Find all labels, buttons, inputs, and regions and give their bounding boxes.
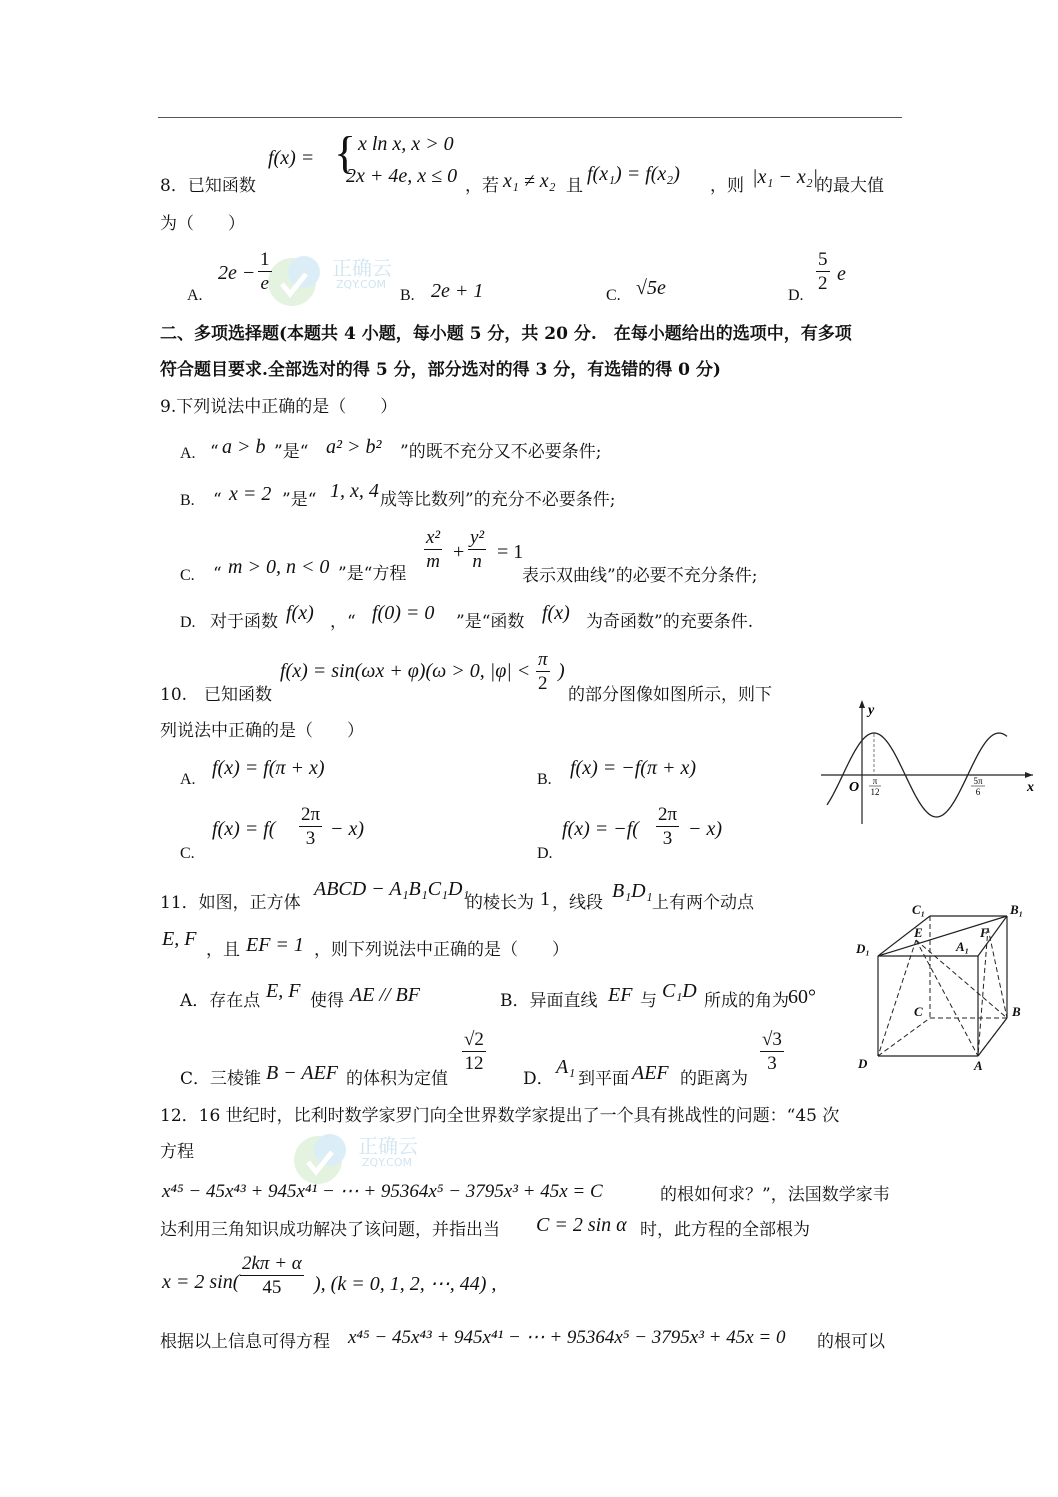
q8-option-a-lead: 2e −	[218, 262, 256, 284]
q11-d-t1: 到平面	[578, 1069, 629, 1089]
q9-option-b-label: B.	[180, 492, 195, 509]
q11-b-m3: 60°	[788, 986, 816, 1008]
q8-option-a-den: e	[260, 273, 269, 294]
cube-label-f: F	[980, 925, 989, 940]
q11-d-num: √3	[762, 1029, 782, 1050]
cube-label-e: E	[914, 925, 923, 940]
q12-root-num: 2kπ + α	[242, 1253, 302, 1274]
q10-option-c-den: 3	[305, 828, 316, 849]
q11-c-den: 12	[464, 1053, 484, 1074]
q11-t4: 上有两个动点	[652, 893, 754, 913]
q9-a-m2: a² > b²	[326, 436, 382, 458]
q10-option-d-frac	[656, 805, 679, 848]
watermark-text: 正确云	[358, 1134, 418, 1158]
q10-option-c-label: C.	[180, 845, 195, 862]
q10-option-d-tail: − x)	[688, 818, 723, 840]
q11-t6: ，则下列说法中正确的是（ ）	[314, 940, 569, 960]
q9-c-m1: m > 0, n < 0	[228, 556, 330, 578]
q11-cube-figure	[850, 896, 1040, 1076]
q8-func-lhs: f(x) =	[268, 147, 315, 169]
q9-c-frac1	[424, 528, 442, 571]
q11-c-m1: B − AEF	[266, 1062, 339, 1084]
q9-c-plus: +	[453, 541, 465, 563]
q8-option-d-den: 2	[818, 273, 828, 294]
q12-root-den: 45	[262, 1277, 282, 1298]
cube-label-c: C	[914, 1004, 923, 1019]
q8-option-a-frac	[258, 250, 272, 293]
q8-brace: {	[334, 127, 357, 178]
q10-func: f(x) = sin(ωx + φ)(ω > 0, |φ| <	[280, 660, 531, 682]
cube-hidden-edge	[878, 1018, 930, 1056]
graph-y-label: y	[868, 703, 875, 718]
cube-segment-af	[978, 928, 988, 1056]
q9-option-c-label: C.	[180, 567, 195, 584]
q9-c-frac2	[468, 528, 486, 571]
q11-t2: 的棱长为	[466, 893, 534, 913]
q10-option-d-label: D.	[537, 845, 553, 862]
q10-func-close: )	[558, 660, 565, 682]
q8-line2: 为（ ）	[160, 214, 245, 234]
q11-c-num: √2	[464, 1029, 484, 1050]
q9-d-t3: ”是“函数	[456, 612, 525, 632]
q10-sine-graph	[815, 696, 1040, 826]
q11-b-t2: 所成的角为	[704, 991, 789, 1011]
q10-pi-frac	[536, 650, 550, 693]
section-2-heading-line1: 二、多项选择题(本题共 4 小题，每小题 5 分，共 20 分. 在每小题给出的选项中，有多项	[160, 324, 852, 344]
q11-m5: EF = 1	[246, 934, 304, 956]
q10-pi-den: 2	[538, 673, 548, 694]
q8-option-d-tail: e	[837, 263, 846, 285]
q12-equation-tail: 的根如何求？”，法国数学家韦	[660, 1185, 890, 1205]
q12-line6-math: x⁴⁵ − 45x⁴³ + 945x⁴¹ − ⋯ + 95364x⁵ − 3795x³ + 45x = 0	[348, 1327, 786, 1348]
q9-c-num2: y²	[470, 527, 485, 548]
q11-option-b-label: B．异面直线	[500, 991, 598, 1011]
q9-c-num1: x²	[426, 527, 441, 548]
q9-a-q2: ”是“	[274, 442, 309, 462]
q12-line4-math: C = 2 sin α	[536, 1214, 627, 1236]
q9-b-tail: 成等比数列”的充分不必要条件;	[380, 490, 616, 510]
q11-d-m1: A₁	[556, 1056, 576, 1078]
q11-option-c-label: C．三棱锥	[180, 1069, 262, 1089]
cube-segment-ae	[916, 940, 978, 1056]
q11-b-m2: C₁D	[662, 980, 697, 1002]
q9-option-d-label: D.	[180, 614, 196, 631]
q11-m4: E, F	[162, 928, 197, 950]
q12-line4-a: 达利用三角知识成功解决了该问题，并指出当	[160, 1220, 500, 1240]
q8-mid2: 且	[566, 176, 583, 196]
graph-x-label: x	[1027, 780, 1034, 795]
q9-c-eq: = 1	[497, 541, 524, 563]
watermark-text: 正确云	[332, 256, 392, 280]
q11-option-d-label: D．	[523, 1069, 554, 1089]
q8-cond3: |x₁ − x₂|	[752, 166, 819, 188]
watermark-sub: ZQY.COM	[336, 278, 387, 291]
q9-a-q1: “	[210, 442, 219, 462]
q11-d-frac	[760, 1030, 784, 1073]
q11-d-m2: AEF	[632, 1062, 669, 1084]
q9-c-q2: ”是“方程	[338, 564, 407, 584]
q8-option-a-label: A.	[187, 287, 203, 304]
q10-option-b-value: f(x) = −f(π + x)	[570, 757, 697, 779]
cube-label-b1: B₁	[1010, 902, 1024, 917]
q11-a-m2: AE // BF	[350, 984, 420, 1006]
q10-option-c-tail: − x)	[330, 818, 365, 840]
q9-d-tail: 为奇函数”的充要条件.	[586, 612, 754, 632]
q10-option-c-num: 2π	[301, 804, 321, 825]
q8-option-d-frac	[816, 250, 830, 293]
q9-d-t1: 对于函数	[210, 612, 278, 632]
q11-c-t: 的体积为定值	[346, 1069, 448, 1089]
q8-option-c-label: C.	[606, 287, 621, 304]
q12-root-frac	[240, 1254, 304, 1297]
graph-tick2-num: 5π	[973, 776, 983, 786]
q9-d-m3: f(x)	[542, 602, 570, 624]
q9-d-m1: f(x)	[286, 602, 314, 624]
q8-case1: x ln x, x > 0	[358, 133, 454, 155]
q9-d-t2: ，“	[330, 612, 356, 632]
q11-d-den: 3	[767, 1053, 777, 1074]
q10-option-d-lead: f(x) = −f(	[562, 818, 639, 840]
graph-tick1-den: 12	[870, 787, 880, 797]
q11-c-frac	[462, 1030, 486, 1073]
q12-equation: x⁴⁵ − 45x⁴³ + 945x⁴¹ − ⋯ + 95364x⁵ − 3795x³ + 45x = C	[162, 1181, 603, 1202]
q11-a-t: 使得	[310, 991, 344, 1011]
q8-mid1: ，若	[465, 176, 499, 196]
graph-y-arrow-icon	[859, 700, 865, 708]
section-2-heading-line2: 符合题目要求.全部选对的得 5 分，部分选对的得 3 分，有选错的得 0 分)	[160, 360, 721, 380]
q11-b-m1: EF	[608, 984, 633, 1006]
graph-tick2-den: 6	[975, 787, 981, 797]
q8-prefix: 8．已知函数	[160, 176, 256, 196]
graph-origin-label: O	[849, 780, 860, 795]
q8-suffix: 的最大值	[816, 176, 884, 196]
q9-c-tail: 表示双曲线”的必要不充分条件;	[522, 566, 758, 586]
q8-mid3: ，则	[710, 176, 744, 196]
cube-label-d1: D₁	[856, 941, 870, 956]
q10-suffix: 的部分图像如图所示，则下	[568, 685, 772, 705]
q12-line2: 方程	[160, 1142, 194, 1162]
q9-a-tail: ”的既不充分又不必要条件;	[400, 442, 602, 462]
q10-option-a-label: A.	[180, 771, 196, 788]
graph-tick1-num: π	[872, 776, 878, 786]
q8-option-d-num: 5	[818, 249, 828, 270]
q9-c-q1: “	[213, 564, 222, 584]
cube-label-a1: A₁	[956, 939, 970, 954]
graph-x-arrow-icon	[1025, 772, 1033, 778]
q10-option-d-den: 3	[662, 828, 673, 849]
q11-option-a-label: A．存在点	[180, 991, 261, 1011]
q10-option-a-value: f(x) = f(π + x)	[212, 757, 325, 779]
q8-option-a-num: 1	[260, 249, 270, 270]
top-rule	[158, 117, 902, 118]
q10-option-c-lead: f(x) = f(	[212, 818, 276, 840]
q11-m1: ABCD − A₁B₁C₁D₁	[314, 878, 470, 900]
watermark-sub: ZQY.COM	[362, 1156, 413, 1169]
q10-option-b-label: B.	[537, 771, 552, 788]
q8-option-b-value: 2e + 1	[431, 280, 484, 302]
q10-prefix: 10. 已知函数	[160, 685, 273, 705]
q9-b-q1: “	[213, 490, 222, 510]
q8-option-c-value: √5e	[636, 277, 666, 299]
q12-line4-b: 时，此方程的全部根为	[640, 1220, 810, 1240]
q9-b-m2: 1, x, 4	[330, 480, 379, 502]
q11-t3: ，线段	[552, 893, 603, 913]
cube-label-d: D	[858, 1056, 868, 1071]
q11-m3: B₁D₁	[612, 880, 653, 902]
q11-t1: 11．如图，正方体	[160, 893, 301, 913]
q11-m2: 1	[540, 888, 550, 910]
cube-label-b: B	[1012, 1004, 1021, 1019]
q9-a-m1: a > b	[222, 436, 266, 458]
q12-line6-a: 根据以上信息可得方程	[160, 1332, 330, 1352]
q8-case2: 2x + 4e, x ≤ 0	[346, 165, 458, 187]
q11-d-t2: 的距离为	[680, 1069, 748, 1089]
q10-option-d-num: 2π	[658, 804, 678, 825]
watermark-logo-icon	[262, 250, 332, 320]
q11-a-m1: E, F	[266, 980, 301, 1002]
q8-option-d-label: D.	[788, 287, 804, 304]
q10-option-c-frac	[299, 805, 322, 848]
cube-label-a: A	[974, 1058, 983, 1073]
q10-line2: 列说法中正确的是（ ）	[160, 721, 364, 741]
q12-root-lead: x = 2 sin(	[162, 1271, 240, 1293]
q9-stem: 9.下列说法中正确的是（ ）	[160, 397, 398, 417]
q12-line1: 12．16 世纪时，比利时数学家罗门向全世界数学家提出了一个具有挑战性的问题：“45 次	[160, 1106, 840, 1126]
q9-b-q2: ”是“	[282, 490, 317, 510]
cube-segment-de	[878, 940, 916, 1056]
q9-b-m1: x = 2	[229, 483, 272, 505]
cube-label-c1: C₁	[912, 902, 926, 917]
q12-root-tail: ), (k = 0, 1, 2, ⋯, 44) ,	[314, 1273, 497, 1295]
q8-cond2: f(x₁) = f(x₂)	[587, 163, 680, 185]
q11-t5: ，且	[206, 940, 240, 960]
q8-option-b-label: B.	[400, 287, 415, 304]
q9-c-den2: n	[472, 551, 482, 572]
watermark-1	[262, 250, 422, 320]
q12-line6-b: 的根可以	[817, 1332, 885, 1352]
q11-b-t1: 与	[640, 991, 657, 1011]
q9-option-a-label: A.	[180, 445, 196, 462]
q9-c-den1: m	[426, 551, 440, 572]
q8-cond1: x₁ ≠ x₂	[503, 170, 556, 192]
q9-d-m2: f(0) = 0	[372, 602, 435, 624]
q10-pi-num: π	[538, 649, 548, 670]
